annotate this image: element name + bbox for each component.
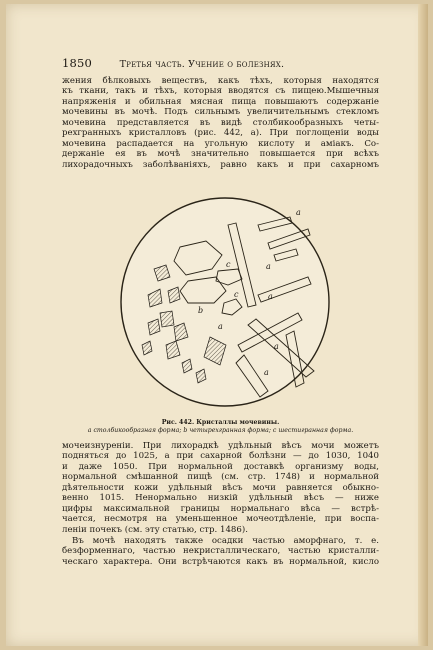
text-line: держаніе ея въ мочѣ значительно повышается при всѣхъ [62,149,379,160]
text-line: мочевина представляется въ видѣ столбикообразныхъ четы- [62,117,379,128]
text-line: нормальной смѣшанной пищѣ (см. стр. 1748) и нормальной [62,472,379,483]
text-line: подняться до 1025, а при сахарной болѣзни — до 1030, 1040 [62,451,379,462]
text-line: мочевины въ мочѣ. Подъ сильнымъ увеличительнымъ стекломъ [62,107,379,118]
page-edge [418,4,428,646]
label-c: c [226,260,231,269]
label-a: a [296,208,301,217]
label-a: a [274,342,279,351]
top-paragraph [62,76,379,170]
text-line: жения бѣлковыхъ веществъ, какъ тѣхъ, которыя находятся [62,76,379,86]
urea-crystals-figure [118,195,332,409]
caption-legend: а столбикообразная форма; b четырехгранная форма; с шестигранная форма. [87,427,354,434]
text-line: ческаго характера. Они встрѣчаются какъ въ нормальной, кисло [62,556,379,567]
bottom-paragraph-1 [62,441,379,535]
page-number: 1850 [62,56,93,70]
label-c: c [234,290,239,299]
running-header [62,56,372,70]
bottom-paragraph-2 [62,536,379,567]
label-b: b [198,306,204,315]
text-line: леніи почекъ (см. эту статью, стр. 1486). [62,524,248,535]
text-line: чается, несмотря на уменьшенное мочеотдѣленіе, при воспа- [62,514,379,525]
running-title: Третья часть. Учение о болезнях. [119,59,285,70]
text-line: мочевина распадается на угольную кислоту и аміакъ. Со- [62,138,379,149]
label-a: a [266,262,271,271]
text-line: мочеизнуреніи. При лихорадкѣ удѣльный вѣсъ мочи можетъ [62,441,379,451]
label-a: a [264,368,269,377]
label-a: a [268,292,273,301]
text-line: безформеннаго, частью некристаллическаго, частью кристалли- [62,546,379,557]
text-line: къ ткани, такъ и тѣхъ, которыя вводятся съ пищею.Мышечныя [62,86,379,97]
text-line: рехгранныхъ кристалловъ (рис. 442, а). При поглощеніи воды [62,128,379,139]
text-line: и даже 1050. При нормальной доставкѣ организму воды, [62,461,379,472]
label-a: a [218,322,223,331]
text-line: дѣятельности кожи удѣльный вѣсъ мочи равняется обыкно- [62,482,379,493]
text-line: лихорадочныхъ заболѣваніяхъ, равно какъ и при сахарномъ [62,159,379,170]
crystal-b [160,311,174,327]
text-line: цифры максимальной границы нормальнаго вѣса — встрѣ- [62,503,379,514]
text-line: Въ мочѣ находятъ также осадки частью аморфнаго, т. е. [72,536,379,546]
caption-title: Рис. 442. Кристаллы мочевины. [161,419,280,426]
text-line: венно 1015. Ненормально низкій удѣльный вѣсъ — ниже [62,493,379,504]
text-line: напряженія и обильная мясная пища повышаютъ содержаніе [62,96,379,107]
figure-caption [62,419,379,435]
